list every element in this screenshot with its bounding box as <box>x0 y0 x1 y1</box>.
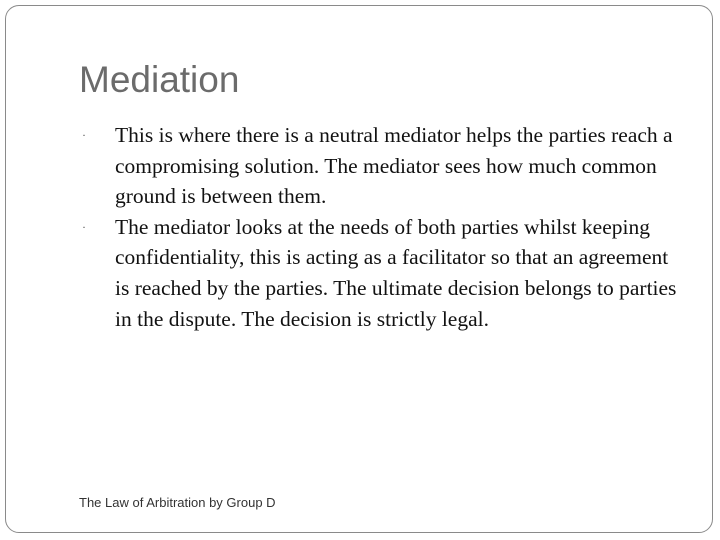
bullet-text-2: The mediator looks at the needs of both parties whilst keeping confidentiality, this is acting as a facilitator so that an agreement is reached by the parties. The ultimate decision belongs to parties in the dispute. The decision is strictly legal. <box>115 214 677 331</box>
bullet-item-1 <box>79 120 679 212</box>
bullet-item-2 <box>79 212 679 334</box>
slide-title: Mediation <box>79 59 240 100</box>
bullet-text-1: This is where there is a neutral mediator helps the parties reach a compromising solution. The mediator sees how much common ground is between them. <box>115 123 673 209</box>
bullet-dot-icon: · <box>82 128 86 142</box>
bullet-dot-icon: · <box>82 219 86 234</box>
slide-footer: The Law of Arbitration by Group D <box>79 495 276 510</box>
bullet-list <box>79 120 679 334</box>
